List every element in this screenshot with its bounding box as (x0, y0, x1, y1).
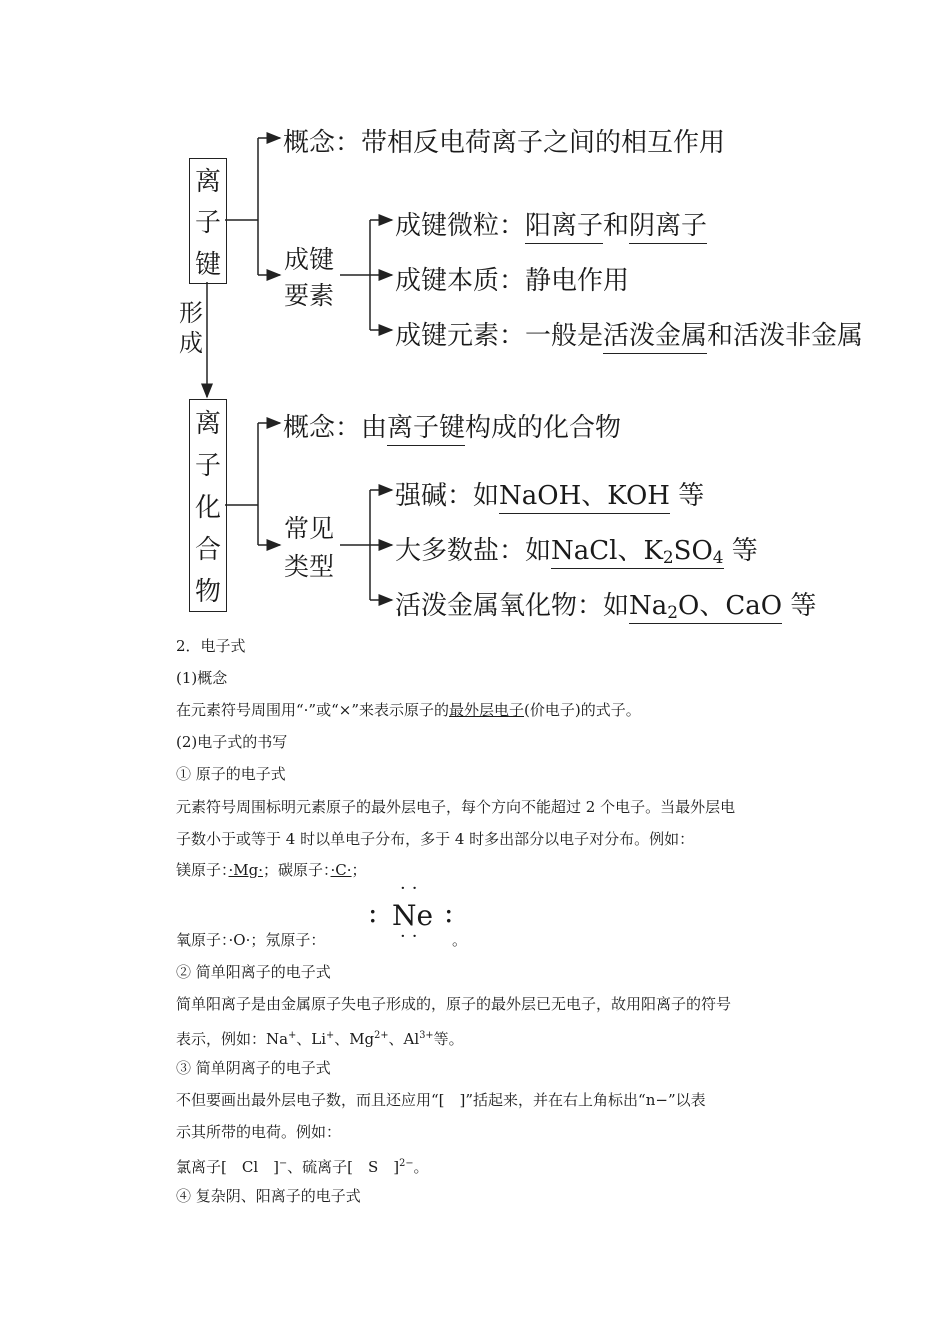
para-anion-line1: 不但要画出最外层电子数，而且还应用“[ ]”括起来，并在右上角标出“n−”以表 (176, 1091, 706, 1109)
bond-particles (395, 205, 707, 242)
ne-electron-formula (368, 878, 458, 947)
form-char: 成 (179, 329, 203, 357)
para-cation-line1: 简单阳离子是由金属原子失电子形成的，原子的最外层已无电子，故用阳离子的符号 (176, 995, 732, 1013)
mg-formula: ·Mg· (228, 861, 264, 879)
salts-suffix: 等 (723, 536, 758, 566)
separator: ；碳原子： (263, 861, 331, 879)
common-types-label (284, 510, 334, 586)
ne-period: 。 (452, 931, 468, 949)
item-anion: ③ 简单阴离子的电子式 (176, 1059, 331, 1077)
ionic-compound-char: 子 (194, 450, 221, 481)
ne-symbol: Ne (392, 899, 434, 932)
formation-label (179, 298, 203, 358)
ionic-bond-char: 键 (194, 249, 221, 280)
particles-and: 和 (603, 211, 630, 241)
ionic-compound-box (189, 399, 227, 612)
para-atom-line1: 元素符号周围标明元素原子的最外层电子，每个方向不能超过 2 个电子。当最外层电 (176, 798, 736, 816)
concept-pre: 在元素符号周围用“·”或“×”来表示原子的 (176, 701, 450, 719)
bond-essence: 成键本质：静电作用 (395, 266, 630, 296)
form-char: 形 (179, 299, 203, 327)
ionic-compound-char: 物 (194, 577, 221, 608)
metal-oxides (395, 585, 816, 622)
label-line: 要素 (284, 281, 335, 310)
subheading-concept: (1)概念 (176, 669, 228, 687)
anion-examples (176, 1154, 429, 1177)
para-atom-line2: 子数小于或等于 4 时以单电子分布，多于 4 时多出部分以电子对分布。例如： (176, 830, 695, 848)
ionic-bond-char: 离 (194, 167, 221, 198)
mg-label: 镁原子： (176, 861, 229, 879)
o-ne-examples (176, 930, 325, 950)
label-line: 类型 (284, 552, 335, 581)
s-charge: 2− (399, 1158, 414, 1169)
ne-dots-bottom: ·· (400, 926, 424, 947)
subheading-writing: (2)电子式的书写 (176, 733, 288, 751)
separator: ； (351, 861, 367, 879)
ne-dots-left: : (368, 896, 378, 929)
oxides-suffix: 等 (782, 591, 817, 621)
elements-rest: 和活泼非金属 (707, 321, 864, 351)
bond-elements (395, 315, 863, 352)
ne-dots-right: : (444, 896, 454, 929)
section-heading: 2．电子式 (176, 637, 246, 655)
ionic-bond-char: 子 (194, 208, 221, 239)
particles-prefix: 成键微粒： (395, 211, 526, 241)
concept-prefix: 概念：由 (283, 413, 388, 443)
o-formula: ·O· (228, 931, 251, 949)
para-cation-line2 (176, 1026, 464, 1049)
period: 。 (413, 1157, 429, 1176)
ionic-bond-concept: 概念：带相反电荷离子之间的相互作用 (283, 128, 726, 158)
label-line: 成键 (284, 245, 335, 274)
ionic-compound-concept (283, 407, 621, 444)
concept-underlined: 离子键 (387, 413, 465, 446)
ionic-compound-char: 离 (194, 408, 221, 439)
concept-suffix: 构成的化合物 (465, 413, 622, 443)
cation-pre: 表示，例如： (176, 1029, 267, 1048)
ionic-bond-box (189, 158, 227, 284)
s-ion: 、硫离子[ S ] (287, 1157, 400, 1176)
particles-cation: 阳离子 (525, 211, 603, 244)
para-anion-line2: 示其所带的电荷。例如： (176, 1123, 342, 1141)
ne-dots-top: ·· (400, 878, 424, 899)
item-cation: ② 简单阳离子的电子式 (176, 963, 331, 981)
particles-anion: 阴离子 (629, 211, 707, 244)
ionic-compound-char: 化 (194, 492, 221, 523)
item-complex-ion: ④ 复杂阴、阳离子的电子式 (176, 1187, 361, 1205)
label-line: 常见 (284, 514, 335, 543)
o-label: 氧原子： (176, 931, 229, 949)
strong-base-suffix: 等 (669, 481, 705, 511)
mg-c-examples (176, 860, 367, 880)
cl-charge: − (278, 1158, 288, 1169)
concept-paragraph (176, 700, 641, 720)
elements-metal: 活泼金属 (603, 321, 707, 354)
cation-end: 等。 (433, 1029, 464, 1048)
strong-base-prefix: 强碱：如 (395, 481, 500, 511)
c-formula: ·C· (330, 861, 352, 879)
cl-ion: 氯离子[ Cl ] (176, 1157, 279, 1176)
concept-underlined: 最外层电子 (449, 701, 525, 719)
oxides-prefix: 活泼金属氧化物：如 (395, 591, 630, 621)
ionic-compound-char: 合 (194, 535, 221, 566)
salts-prefix: 大多数盐：如 (395, 536, 552, 566)
strong-base (395, 475, 704, 512)
oxides-value: $Na_2O$、CaO (629, 591, 783, 623)
concept-post: (价电子)的式子。 (524, 701, 641, 719)
bond-elements-label (284, 242, 334, 314)
salts-value: NaCl、$K_2SO_4$ (551, 536, 724, 568)
most-salts (395, 530, 758, 567)
cation-list: Na+、Li+、$Mg^{2+}$、$Al^{3+}$ (266, 1029, 434, 1048)
elements-prefix: 成键元素：一般是 (395, 321, 604, 351)
separator: ；氖原子： (250, 931, 326, 949)
item-atom: ① 原子的电子式 (176, 765, 286, 783)
strong-base-value: NaOH、KOH (499, 481, 670, 514)
